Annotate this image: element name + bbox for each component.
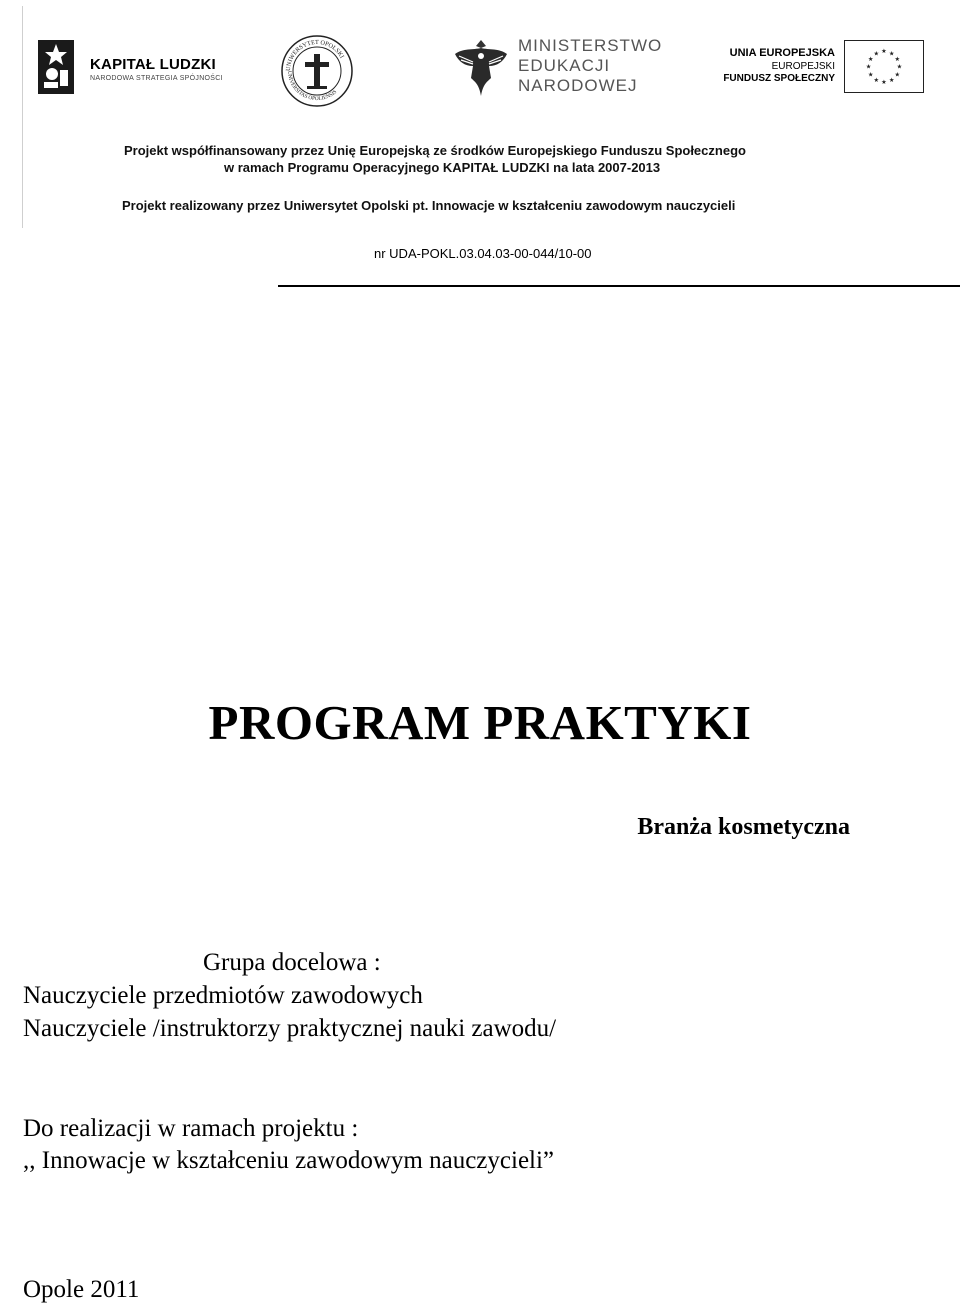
kapital-ludzki-title: KAPITAŁ LUDZKI: [90, 56, 216, 73]
eu-star-icon: ★: [873, 50, 880, 58]
eu-star-icon: ★: [881, 48, 887, 56]
eu-title: UNIA EUROPEJSKA: [729, 47, 835, 59]
eagle-emblem-icon: [453, 36, 509, 100]
branch-label: Branża kosmetyczna: [637, 814, 850, 840]
eu-star-icon: ★: [894, 55, 901, 63]
cofinancing-line-2: w ramach Programu Operacyjnego KAPITAŁ LUDZKI na lata 2007-2013: [224, 160, 661, 175]
eu-flag-icon: [844, 40, 924, 93]
project-number: nr UDA-POKL.03.04.03-00-044/10-00: [374, 246, 592, 261]
ministry-name-line3: NARODOWEJ: [518, 76, 638, 95]
place-and-year: Opole 2011: [23, 1276, 140, 1303]
eu-star-icon: ★: [873, 76, 880, 84]
seal-inner-text: UNIVERSITAS OPOLIENSIS: [285, 70, 339, 103]
cofinancing-line-1: Projekt współfinansowany przez Unię Europejską ze środków Europejskiego Funduszu Społecznego: [124, 143, 746, 158]
target-group-label: Grupa docelowa :: [203, 949, 381, 976]
eu-star-icon: ★: [888, 76, 895, 84]
ministry-name-line1: MINISTERSTWO: [518, 36, 663, 55]
eu-star-icon: ★: [865, 63, 872, 71]
eu-star-icon: ★: [896, 63, 903, 71]
document-title: PROGRAM PRAKTYKI: [208, 695, 752, 750]
eu-star-icon: ★: [888, 50, 895, 58]
university-seal: [280, 34, 354, 108]
realized-by-line: Projekt realizowany przez Uniwersytet Opolski pt. Innowacje w kształceniu zawodowym nauczycieli: [122, 198, 736, 213]
ministry-name-line2: EDUKACJI: [518, 56, 611, 75]
eu-fund-line1: EUROPEJSKI: [771, 61, 835, 72]
cross-icon: [305, 54, 329, 89]
eu-star-icon: ★: [894, 71, 901, 79]
header-divider: [278, 285, 960, 287]
kapital-ludzki-emblem-icon: [38, 40, 74, 94]
eu-star-icon: ★: [867, 71, 874, 79]
project-name: ,, Innowacje w kształceniu zawodowym nauczycieli”: [23, 1147, 555, 1174]
kapital-ludzki-subtitle: NARODOWA STRATEGIA SPÓJNOŚCI: [90, 75, 223, 82]
target-group-line: Nauczyciele przedmiotów zawodowych: [23, 982, 423, 1009]
eu-star-icon: ★: [867, 55, 874, 63]
seal-outer-text: UNIWERSYTET OPOLSKI: [284, 38, 346, 72]
eu-fund-line2: FUNDUSZ SPOŁECZNY: [723, 73, 835, 84]
realization-label: Do realizacji w ramach projektu :: [23, 1115, 359, 1142]
eu-star-icon: ★: [881, 79, 887, 87]
target-group-line: Nauczyciele /instruktorzy praktycznej nauki zawodu/: [23, 1015, 557, 1042]
